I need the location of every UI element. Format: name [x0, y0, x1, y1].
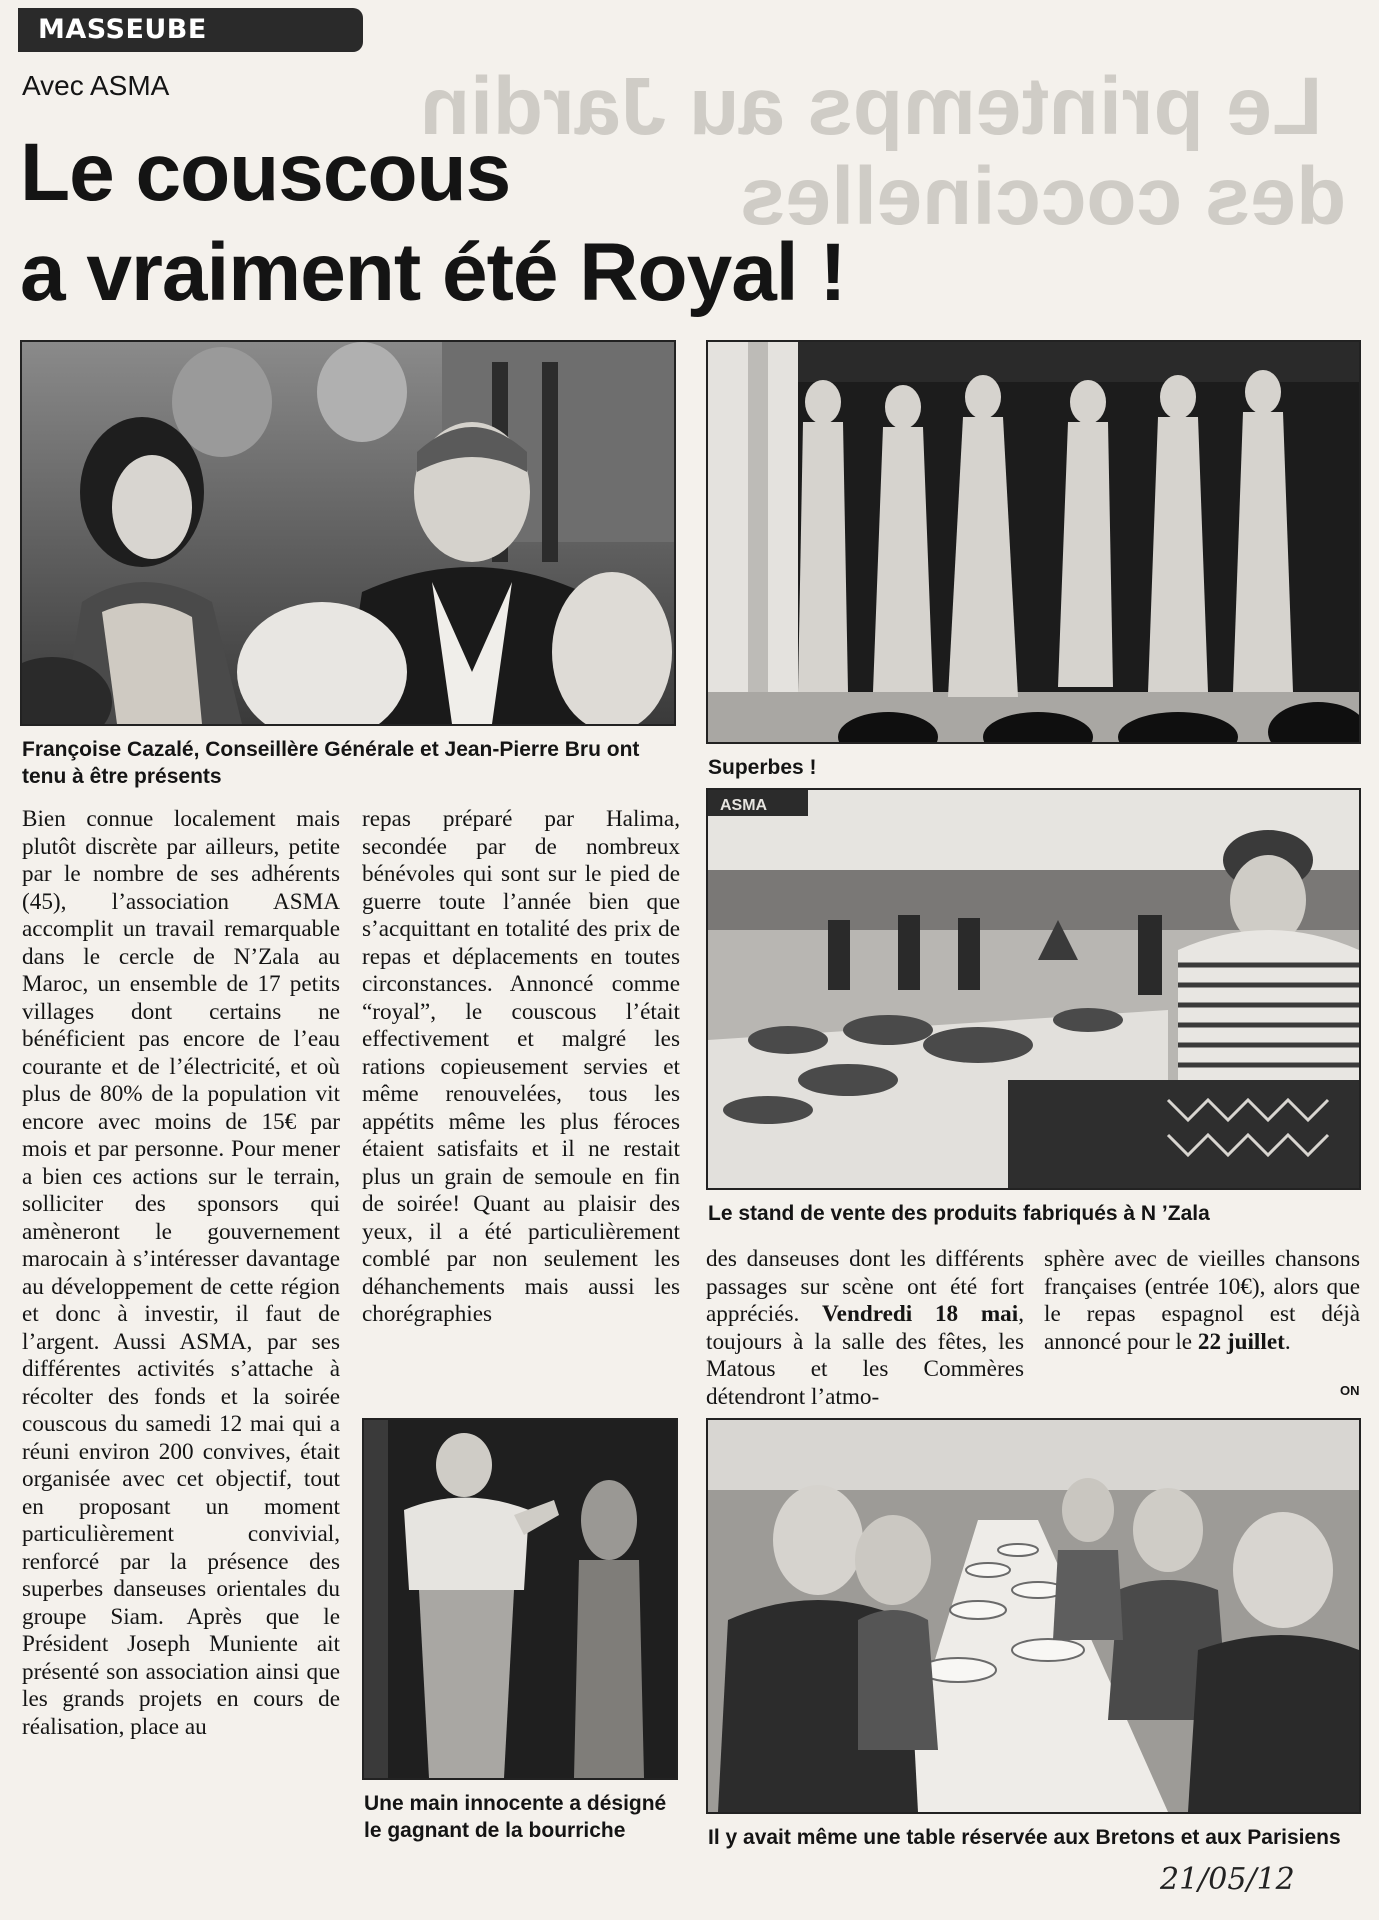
ghost-headline-1: Le printemps au Jardin	[420, 61, 1323, 152]
article-column-1	[22, 806, 340, 1741]
article-col3-text-a: des danseuses dont les différents passages sur scène ont été fort appréciés.	[706, 1246, 1024, 1327]
photo-draw	[362, 1418, 678, 1780]
section-name: MASSEUBE	[38, 14, 207, 45]
photo-officials	[20, 340, 676, 726]
caption-banquet: Il y avait même une table réservée aux Bretons et aux Parisiens	[708, 1826, 1341, 1849]
article-col4-text-b: .	[1284, 1328, 1291, 1355]
draw-photo-icon	[364, 1420, 676, 1778]
dancers-photo-icon	[708, 342, 1359, 742]
article-col4-date: 22 juillet	[1197, 1328, 1285, 1355]
caption-draw: Une main innocente a désigné le gagnant de la bourriche	[364, 1792, 667, 1842]
kicker: Avec ASMA	[22, 70, 170, 101]
headline-line-1: Le couscous	[20, 127, 511, 218]
section-tag	[18, 8, 363, 52]
portrait-photo-icon	[22, 342, 674, 724]
photo-dancers	[706, 340, 1361, 744]
market-stand-photo-icon	[708, 790, 1359, 1188]
handwritten-date: 21/05/12	[1160, 1862, 1295, 1897]
banquet-photo-icon	[708, 1420, 1359, 1812]
article-col3-date: Vendredi 18 mai	[822, 1301, 1019, 1327]
article-column-4	[1044, 1246, 1360, 1356]
caption-market-stand: Le stand de vente des produits fabriqués à N ’Zala	[708, 1202, 1210, 1225]
article-col3-text-b: , toujours à la salle des fêtes, les Matous et les Commères détendront l’atmo-	[706, 1301, 1024, 1410]
photo-banquet	[706, 1418, 1361, 1814]
caption-dancers: Superbes !	[708, 756, 817, 779]
article-col1-text: Bien connue localement mais plutôt discrète par ailleurs, petite par le nombre de ses adhérents (45), l’association ASMA accomplit un travail remarquable dans le cercle de N’Zala au Maroc, un ensemble de 17 petits villages dont certains ne bénéficient pas encore de l’eau courante et de l’électricité, et où plus de 80% de la population vit encore avec moins de 15€ par mois et par personne. Pour mener a bien ces actions sur le terrain, solliciter des sponsors qui amèneront le gouvernement marocain à s’intéresser davantage au développement de cette région et donc à investir, il faut de l’argent. Aussi ASMA, par ses différentes activités s’attache à récolter des fonds et la soirée couscous du samedi 12 mai qui a réuni environ 200 convives, était organisée avec cet objectif, tout en proposant un moment particulièrement convivial, renforcé par la présence des superbes danseuses orientales du groupe Siam. Après que le Président Joseph Muniente ait présenté son association ainsi que les grands projets en cours de réalisation, place au	[22, 806, 340, 1740]
headline-line-2: a vraiment été Royal !	[20, 227, 846, 318]
photo-market-stand	[706, 788, 1361, 1190]
caption-officials: Françoise Cazalé, Conseillère Générale et Jean-Pierre Bru ont tenu à être présents	[22, 738, 640, 788]
article-col4-text-a: sphère avec de vieilles chansons françaises (entrée 10€), alors que le repas espagnol est déjà annoncé pour le	[1044, 1246, 1360, 1355]
ghost-headline-2: des coccinelles	[740, 151, 1347, 242]
article-column-2	[362, 806, 680, 1329]
article-column-3	[706, 1246, 1024, 1411]
stand-banner-text: ASMA	[720, 797, 768, 814]
article-col2-text: repas préparé par Halima, secondée par de nombreux bénévoles qui sont sur le pied de guerre toute l’année bien que s’acquittant en totalité des prix de repas et déplacements en toutes circonstances. Annoncé comme “royal”, le couscous l’était effectivement et malgré les rations copieusement servies et même renouvelées, tous les appétits même les plus féroces étaient satisfaits et il ne restait plus un grain de semoule en fin de soirée! Quant au plaisir des yeux, il a été particulièrement comblé par non seulement les déhanchements mais aussi les chorégraphies	[362, 806, 680, 1327]
author-signature: ON	[1340, 1383, 1360, 1398]
